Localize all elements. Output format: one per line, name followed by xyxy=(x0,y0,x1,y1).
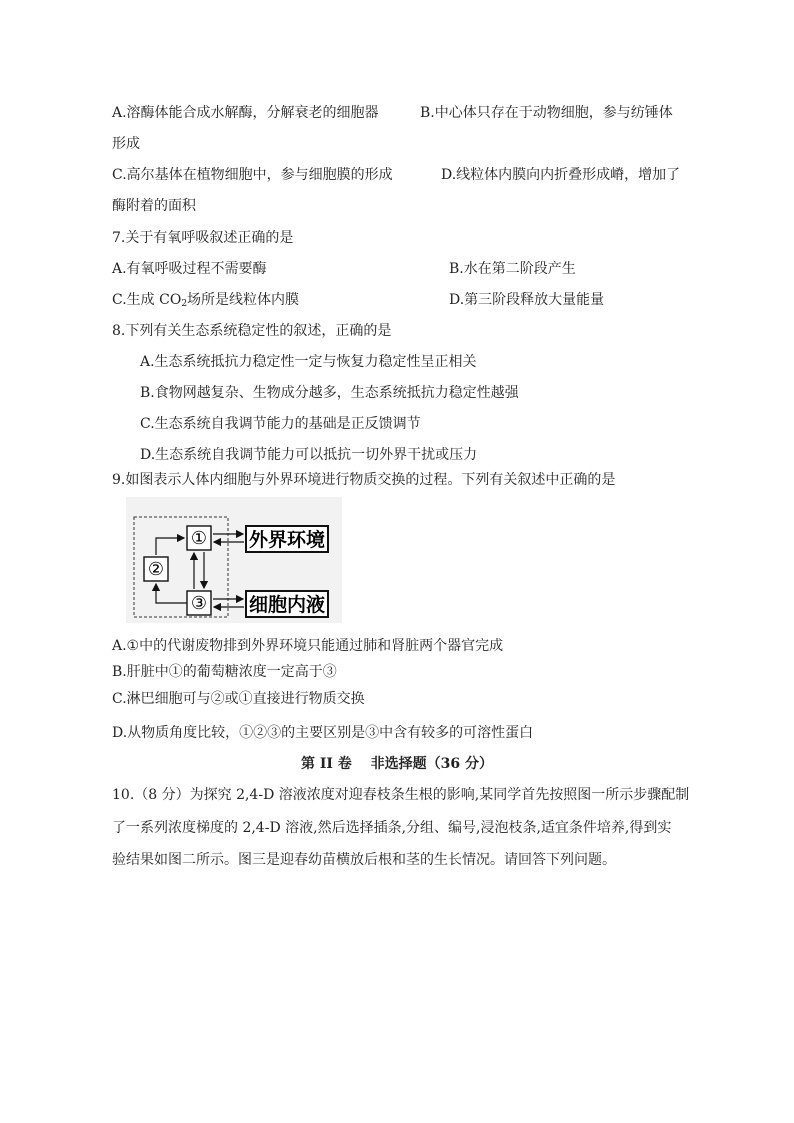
q7-option-a: A.有氧呼吸过程不需要酶 xyxy=(112,261,267,277)
node-3-label: ③ xyxy=(190,593,208,614)
q6-option-d: D.线粒体内膜向内折叠形成嵴，增加了 xyxy=(441,167,681,183)
q6-option-a: A.溶酶体能合成水解酶，分解衰老的细胞器 xyxy=(112,105,379,121)
node-2-label: ② xyxy=(147,559,165,580)
q10-line-1: 10.（8 分）为探究 2,4-D 溶液浓度对迎春枝条生根的影响,某同学首先按照图一所示步骤配制 xyxy=(112,787,690,803)
q9-option-c: C.淋巴细胞可与②或①直接进行物质交换 xyxy=(112,691,365,707)
q9-option-d: D.从物质角度比较，①②③的主要区别是③中含有较多的可溶性蛋白 xyxy=(112,725,534,741)
q9-option-a: A.①中的代谢废物排到外界环境只能通过肺和肾脏两个器官完成 xyxy=(112,638,504,654)
external-environment-label: 外界环境 xyxy=(248,529,326,551)
node-1-label: ① xyxy=(190,528,208,549)
q8-stem: 8.下列有关生态系统稳定性的叙述，正确的是 xyxy=(112,323,392,339)
q10-line-3: 验结果如图二所示。图三是迎春幼苗横放后根和茎的生长情况。请回答下列问题。 xyxy=(112,852,616,868)
q10-line-2: 了一系列浓度梯度的 2,4-D 溶液,然后选择插条,分组、编号,浸泡枝条,适宜条件培养,得到实 xyxy=(112,820,672,836)
q9-stem: 9.如图表示人体内细胞与外界环境进行物质交换的过程。下列有关叙述中正确的是 xyxy=(112,472,616,488)
q9-option-b: B.肝脏中①的葡萄糖浓度一定高于③ xyxy=(112,664,337,680)
exchange-diagram xyxy=(126,497,342,623)
arrow-2-to-1 xyxy=(156,538,184,555)
q7-option-d: D.第三阶段释放大量能量 xyxy=(449,292,605,308)
q7-option-b: B.水在第二阶段产生 xyxy=(449,261,576,277)
q8-option-d: D.生态系统自我调节能力可以抵抗一切外界干扰或压力 xyxy=(140,447,478,463)
arrow-3-to-2 xyxy=(156,584,187,603)
q8-option-c: C.生态系统自我调节能力的基础是正反馈调节 xyxy=(140,416,421,432)
q6-option-d-continued: 酶附着的面积 xyxy=(112,198,196,214)
q6-option-c: C.高尔基体在植物细胞中，参与细胞膜的形成 xyxy=(112,167,393,183)
section-2-title: 第 II 卷 非选择题（36 分） xyxy=(300,756,494,772)
q6-option-b-continued: 形成 xyxy=(112,136,140,152)
intracellular-fluid-label: 细胞内液 xyxy=(248,594,326,616)
q7-stem: 7.关于有氧呼吸叙述正确的是 xyxy=(112,230,294,246)
q8-option-a: A.生态系统抵抗力稳定性一定与恢复力稳定性呈正相关 xyxy=(140,354,477,370)
q7-option-c: C.生成 $CO_2$场所是线粒体内膜 xyxy=(112,292,300,309)
q8-option-b: B.食物网越复杂、生物成分越多，生态系统抵抗力稳定性越强 xyxy=(140,385,519,401)
q6-option-b: B.中心体只存在于动物细胞，参与纺锤体 xyxy=(420,105,673,121)
